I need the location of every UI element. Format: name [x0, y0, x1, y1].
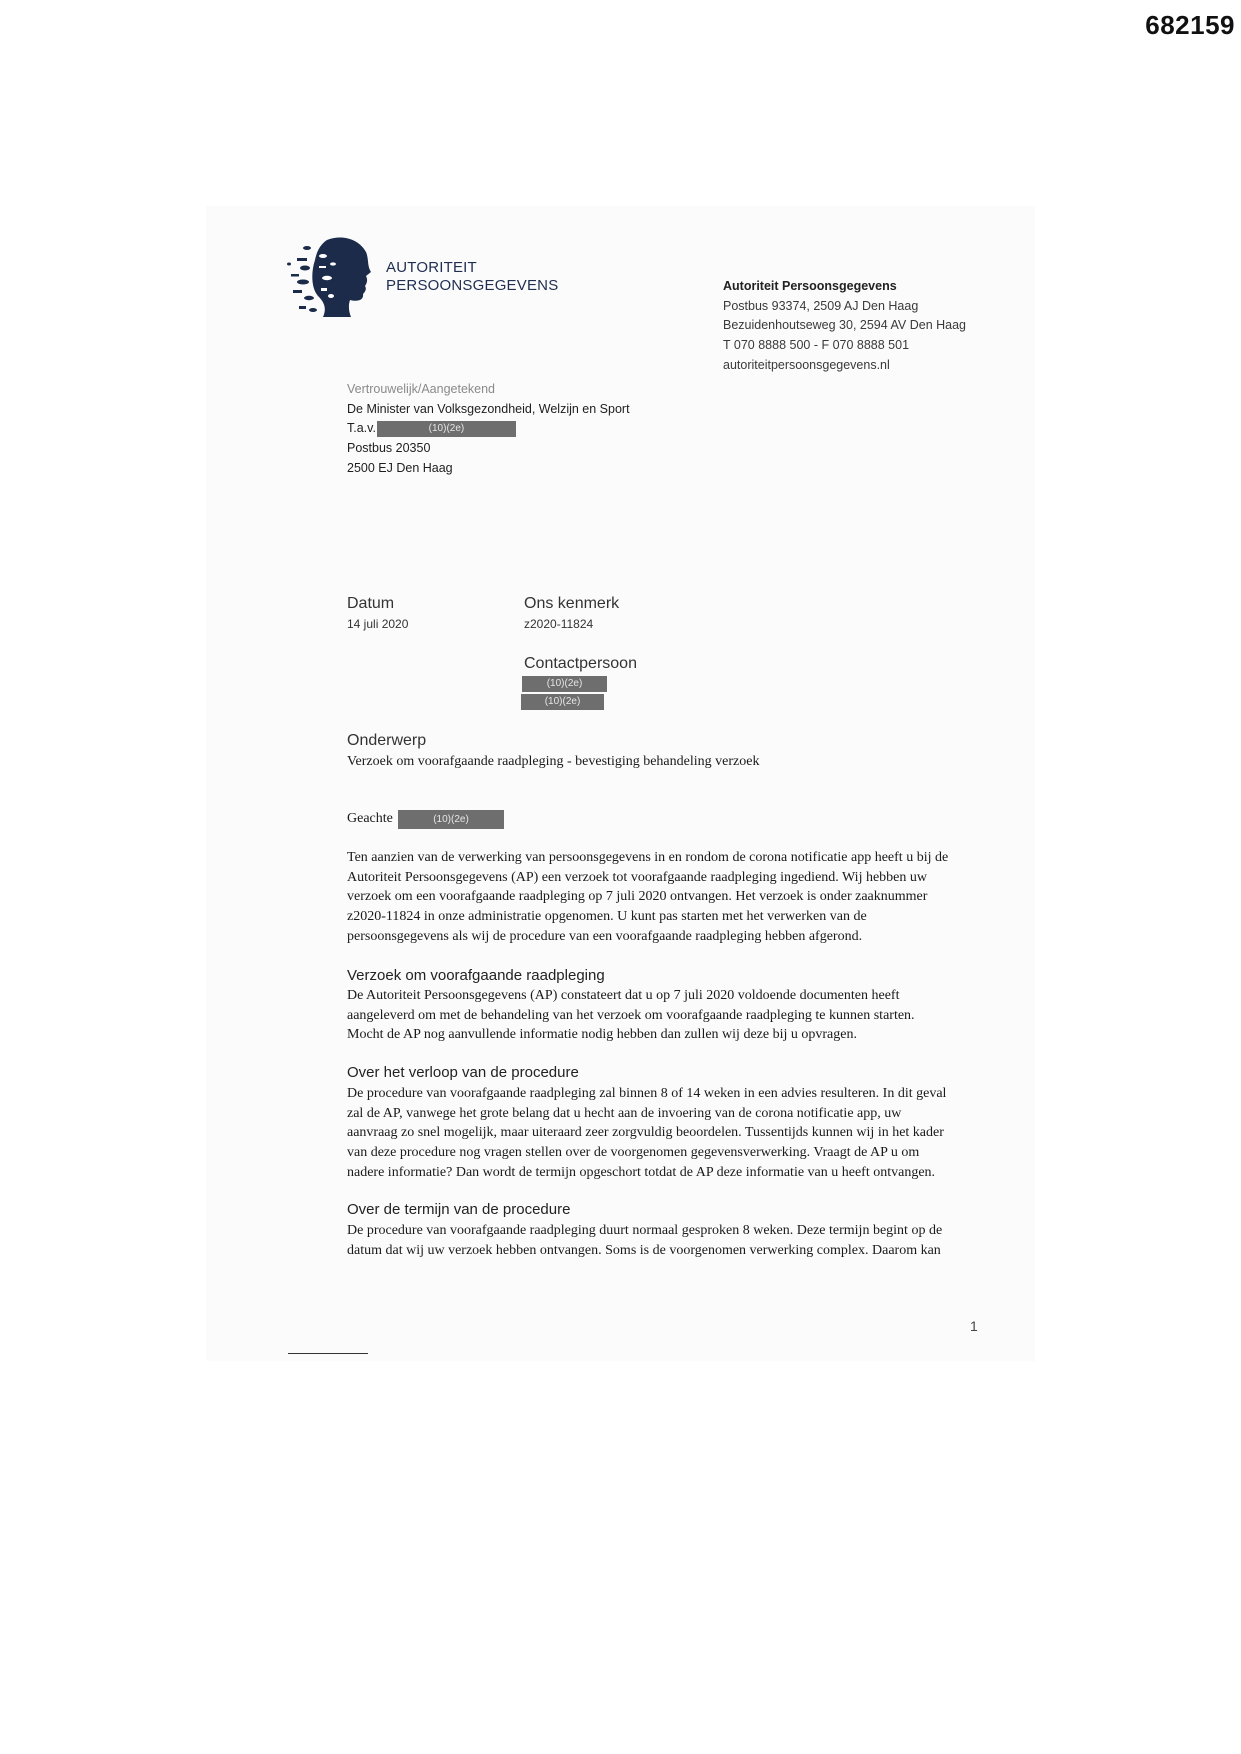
- logo-line-1: AUTORITEIT: [386, 259, 477, 276]
- paragraph-line: Ten aanzien van de verwerking van persoonsgegevens in en rondom de corona notificatie app heeft u bij de: [347, 850, 949, 865]
- section-paragraph: [347, 986, 915, 1045]
- date-value: 14 juli 2020: [347, 617, 409, 631]
- intro-paragraph: [347, 848, 948, 947]
- confidential-label: Vertrouwelijk/Aangetekend: [347, 382, 496, 396]
- paragraph-line: De procedure van voorafgaande raadpleging zal binnen 8 of 14 weken in een advies resulteren. In dit geval: [347, 1086, 947, 1101]
- attention-prefix: T.a.v.: [347, 421, 376, 436]
- section-heading: Over het verloop van de procedure: [347, 1064, 579, 1081]
- paragraph-line: aangeleverd om met de behandeling van het verzoek om voorafgaande raadpleging te kunnen starten.: [347, 1007, 915, 1023]
- paragraph-line: De procedure van voorafgaande raadpleging duurt normaal gesproken 8 weken. Deze termijn begint op de: [347, 1223, 943, 1238]
- section-heading: Over de termijn van de procedure: [347, 1201, 571, 1218]
- contact-label: Contactpersoon: [524, 655, 637, 672]
- sender-name: Autoriteit Persoonsgegevens: [723, 279, 897, 293]
- recipient-line: 2500 EJ Den Haag: [347, 460, 453, 475]
- paragraph-line: nadere informatie? Dan wordt de termijn opgeschort totdat de AP deze informatie van u heeft ontvangen.: [347, 1164, 936, 1180]
- section-paragraph: [347, 1221, 942, 1260]
- salutation-text: Geachte: [347, 811, 393, 826]
- sender-line: T 070 8888 500 - F 070 8888 501: [723, 338, 910, 353]
- logo-wordmark: [386, 259, 558, 295]
- footnote-divider: [288, 1353, 368, 1354]
- paragraph-line: van deze procedure nog vragen stellen over de voorgenomen gegevensverwerking. Vraagt de AP u om: [347, 1145, 920, 1161]
- recipient-line: De Minister van Volksgezondheid, Welzijn en Sport: [347, 401, 630, 416]
- paragraph-line: Mocht de AP nog aanvullende informatie nodig hebben dan zullen wij deze bij u opvragen.: [347, 1027, 857, 1043]
- paragraph-line: De Autoriteit Persoonsgegevens (AP) constateert dat u op 7 juli 2020 voldoende documenten heeft: [347, 988, 900, 1003]
- date-label: Datum: [347, 595, 395, 612]
- paragraph-line: persoonsgegevens als wij de procedure van een voorafgaande raadpleging hebben afgerond.: [347, 928, 863, 944]
- sender-address: [723, 277, 966, 376]
- logo-line-2: PERSOONSGEGEVENS: [386, 277, 559, 294]
- sender-line: Postbus 93374, 2509 AJ Den Haag: [723, 298, 919, 313]
- sender-line: autoriteitpersoonsgegevens.nl: [723, 357, 890, 372]
- redaction-box: (10)(2e): [522, 676, 607, 692]
- paragraph-line: zal de AP, vanwege het grote belang dat u hecht aan de invoering van de corona notificatie app, uw: [347, 1105, 902, 1121]
- head-profile-logo-icon: [287, 236, 371, 317]
- paragraph-line: z2020-11824 in onze administratie opgenomen. U kunt pas starten met het verwerken van de: [347, 909, 867, 925]
- redaction-box: (10)(2e): [521, 694, 604, 710]
- reference-label: Ons kenmerk: [524, 595, 620, 612]
- reference-value: z2020-11824: [524, 617, 594, 631]
- recipient-address: [347, 380, 630, 479]
- recipient-attention-line: [347, 419, 630, 439]
- paragraph-line: aanvraag zo snel mogelijk, maar uiteraard zeer zorgvuldig beoordelen. Tussentijds kunnen wij in het kader: [347, 1125, 944, 1141]
- subject-label: Onderwerp: [347, 732, 427, 749]
- paragraph-line: verzoek om een voorafgaande raadpleging op 7 juli 2020 ontvangen. Het verzoek is onder zaaknummer: [347, 889, 928, 905]
- section-heading: Verzoek om voorafgaande raadpleging: [347, 967, 605, 984]
- recipient-line: Postbus 20350: [347, 441, 431, 456]
- page-number: 1: [970, 1318, 978, 1334]
- redaction-box: (10)(2e): [398, 810, 504, 829]
- sender-line: Bezuidenhoutseweg 30, 2594 AV Den Haag: [723, 318, 967, 333]
- subject-text: Verzoek om voorafgaande raadpleging - bevestiging behandeling verzoek: [347, 754, 760, 769]
- paragraph-line: datum dat wij uw verzoek hebben ontvangen. Soms is de voorgenomen verwerking complex. Daarom kan: [347, 1242, 941, 1258]
- redaction-box: (10)(2e): [377, 421, 516, 437]
- document-number: 682159: [1145, 10, 1235, 40]
- paragraph-line: Autoriteit Persoonsgegevens (AP) een verzoek tot voorafgaande raadpleging ingediend. Wij hebben uw: [347, 869, 928, 885]
- section-paragraph: [347, 1084, 946, 1183]
